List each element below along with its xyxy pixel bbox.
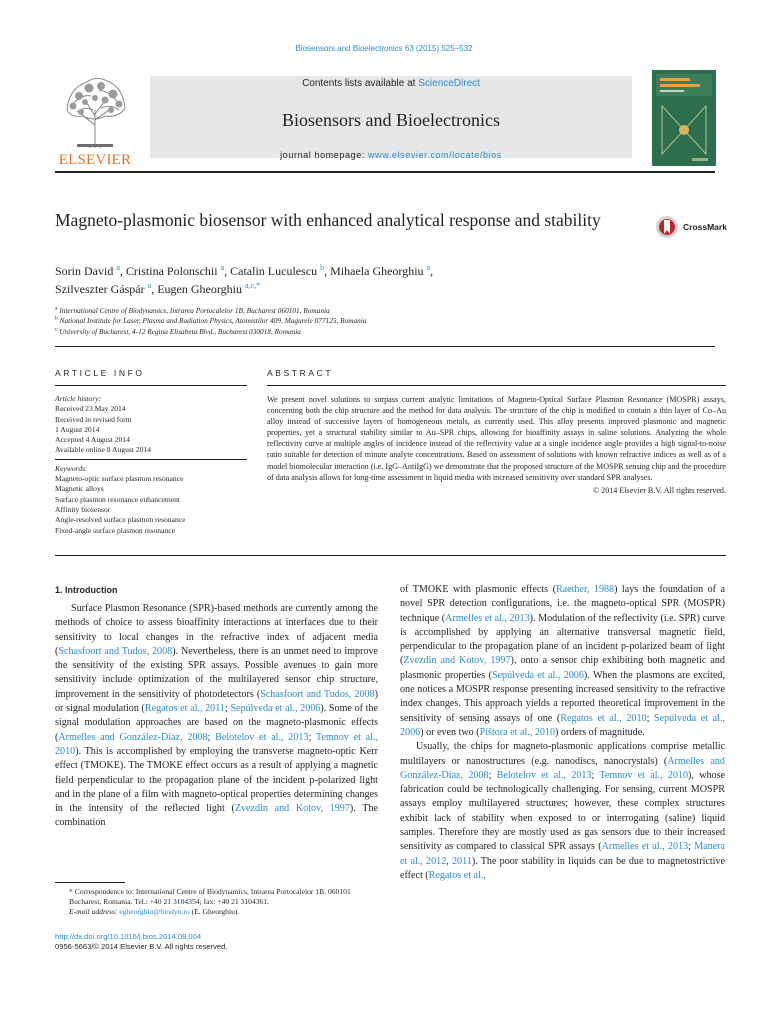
body-column-right [400, 583, 725, 883]
citation-link[interactable]: Armelles et al., 2013 [445, 612, 530, 624]
abstract-heading: ABSTRACT [267, 368, 334, 378]
text-run: ; [207, 731, 216, 743]
contents-line [150, 78, 632, 89]
email-line [55, 907, 378, 917]
elsevier-wordmark: ELSEVIER [58, 152, 132, 168]
text-run: ). Some of the signal modulation approaches are based on the magneto-plasmonic effects ( [55, 703, 379, 743]
author-name: Cristina Polonschii [125, 264, 218, 278]
doi-block [55, 932, 378, 952]
affiliation-text: National Institute for Laser, Plasma and Radiation Physics, Atomistilor 409, Magurele 077125, Romania [59, 316, 367, 326]
homepage-link[interactable]: www.elsevier.com/locate/bios [368, 150, 502, 160]
citation-link[interactable]: Zvezdin and Kotov, 1997 [403, 655, 511, 667]
text-run: ). Nevertheless, there is an unmet need to improve the sensitivity of the existing SPR assays. Possible avenues to gain more sensitivity include optimization of the multilayered sensor chip structure, improvement in the sensitivity of photodetectors ( [55, 645, 378, 700]
keyword: Magnetic alloys [55, 484, 104, 494]
crossmark-badge[interactable] [655, 214, 735, 242]
journal-title: Biosensors and Bioelectronics [282, 110, 500, 130]
author-affiliation-marker[interactable]: a [147, 281, 152, 290]
abstract-bottom-rule [55, 555, 726, 556]
text-run: , [446, 855, 452, 867]
affiliations [55, 306, 715, 337]
text-run: ; [224, 703, 231, 715]
text-run: ) lays the foundation of a novel SPR detection configurations, i.e. the magneto-optical SPR (MOSPR) technique ( [400, 584, 725, 624]
history-item: 1 August 2014 [55, 424, 100, 434]
keyword: Affinity biosensor [55, 504, 111, 514]
text-run: of TMOKE with plasmonic effects ( [400, 584, 556, 595]
abstract [267, 394, 726, 496]
text-run: Usually, the chips for magneto-plasmonic applications comprise metallic multilayers or nanostructures (e.g. nanodiscs, nanocrystals) ( [400, 741, 725, 767]
citation-link[interactable]: 2011 [452, 855, 472, 867]
keyword-list [55, 474, 247, 536]
citation-link[interactable]: Armelles et al., 2013 [601, 841, 689, 853]
text-run: ; [488, 769, 497, 781]
citation-link[interactable]: Temnov et al., 2010 [55, 731, 378, 757]
affiliation-marker: b [55, 315, 58, 322]
text-run: ). This is accomplished by employing the transverse magneto-optic Kerr effect (TMOKE). The TMOKE effect occurs as a result of applying a magnetic field perpendicular to the propagation plane of the incident p-polarized light and in the plane of a film with magneto-optical properties determining changes in the intensity of the reflected light ( [55, 745, 378, 815]
footnote-rule [55, 882, 125, 883]
article-info-rule [55, 385, 247, 386]
doi-link[interactable]: http://dx.doi.org/10.1016/j.bios.2014.08.004 [55, 932, 202, 941]
keyword: Angle-resolved surface plasmon resonance [55, 515, 186, 525]
journal-citation[interactable]: Biosensors and Bioelectronics 63 (2015) 525–532 [295, 44, 473, 53]
citation-link[interactable]: Armelles and González-Díaz, 2008 [400, 755, 725, 781]
citation-link[interactable]: Schasfoort and Tudos, 2008 [260, 688, 375, 700]
correspondence-line [55, 887, 378, 907]
citation-link[interactable]: Belotelov et al., 2013 [215, 731, 309, 743]
article-info-heading: ARTICLE INFO [55, 368, 145, 378]
citation-link[interactable]: Pištora et al., 2010 [479, 726, 556, 738]
paragraph [55, 602, 378, 831]
history-item: Available online 8 August 2014 [55, 445, 152, 455]
journal-cover-image [652, 70, 716, 166]
introduction-heading: 1. Introduction [55, 585, 118, 595]
history-keywords-rule [55, 459, 247, 460]
text-run: ; [591, 769, 600, 781]
affiliation-text: International Centre of Biodynamics, Intrarea Portocalelor 1B, Bucharest 060101, Romania [59, 306, 330, 315]
text-run: ). The poor stability in liquids can be due to magnetostrictive effect ( [400, 855, 726, 881]
text-run: ) or even two ( [420, 726, 480, 738]
abstract-rule [267, 385, 726, 386]
contents-prefix: Contents lists available at [302, 78, 419, 89]
text-run: ), onto a sensor chip exhibiting both magnetic and plasmonic properties ( [400, 655, 725, 681]
citation-link[interactable]: Belotelov et al., 2013 [496, 769, 592, 781]
homepage-line [150, 150, 632, 160]
body-column-left [55, 602, 378, 831]
citation-link[interactable]: Sepúlveda et al., 2006 [230, 703, 321, 715]
affiliation-text: University of Bucharest, 4-12 Regina Elisabeta Blvd., Bucharest 030018, Romania [59, 326, 301, 336]
masthead [55, 70, 715, 166]
elsevier-tree-icon [55, 70, 135, 152]
citation-link[interactable]: Sepúlveda et al., 2006 [400, 712, 726, 738]
affiliation-marker: c [55, 326, 58, 333]
author-affiliation-marker[interactable]: a,c,* [244, 281, 261, 290]
author-list [55, 262, 715, 298]
affiliation-marker: a [55, 305, 58, 312]
author-name: Eugen Gheorghiu [157, 282, 242, 296]
citation-link[interactable]: Regatos et al., [428, 869, 486, 881]
keyword: Fixed-angle surface plasmon resonance [55, 525, 175, 535]
paragraph [400, 740, 725, 883]
author-name: Catalin Luculescu [230, 264, 318, 278]
journal-banner [150, 76, 632, 158]
citation-link[interactable]: Regatos et al., 2011 [144, 703, 225, 715]
paper-title: Magneto-plasmonic biosensor with enhanced analytical response and stability [55, 210, 601, 230]
article-info [55, 394, 247, 536]
text-run: ), whose fabrication could be technologically challenging. For sensing, current MOSPR assays employ multilayered structures; however, these complex structures exhibit lack of stability when exposed to or interrogating (saline) liquid samples. Therefore they are mostly used as gas sensors due to their increased sensitivity as compared to classical SPR assays ( [400, 769, 726, 853]
citation-link[interactable]: Zvezdin and Kotov, 1997 [234, 803, 350, 815]
issn-line: 0956-5663/© 2014 Elsevier B.V. All rights reserved. [55, 942, 228, 952]
text-run: ; [688, 841, 695, 853]
author-name: Sorin David [55, 264, 114, 278]
elsevier-logo[interactable] [55, 70, 135, 166]
citation-link[interactable]: Armelles and González-Díaz, 2008 [58, 731, 208, 743]
author-name: Mihaela Gheorghiu [330, 264, 424, 278]
text-run: ; [646, 712, 655, 724]
keyword: Surface plasmon resonance enhancement [55, 494, 181, 504]
text-run: ) or signal modulation ( [55, 688, 378, 715]
correspondence-text: Correspondence to: International Centre of Biodynamics, Intrarea Portocalelor 1B, 060101 Bucharest, Romania. Tel.: +40 21 3104354; fax: +40 21 3104361. [69, 887, 351, 907]
email-suffix: (E. Gheorghiu). [189, 907, 240, 917]
crossmark-icon [655, 214, 679, 242]
journal-cover-thumbnail[interactable] [652, 70, 716, 166]
author-affiliation-marker[interactable]: a [220, 263, 225, 272]
history-item: Received in revised form [55, 414, 132, 424]
text-run: ). Modulation of the reflectivity (i.e. SPR) curve is accomplished by applying an alternative transversal magnetic field, perpendicular to the propagation plane of an incident p-polarized beam of light ( [400, 612, 726, 667]
citation-link[interactable]: Manera et al., 2012 [400, 841, 726, 867]
history-list [55, 404, 247, 455]
masthead-divider [55, 171, 715, 173]
email-label: E-mail address: [69, 907, 120, 917]
text-run: Surface Plasmon Resonance (SPR)-based methods are currently among the methods of choice to assess bioaffinity interactions at interfaces due to their sensitivity to local changes in the refractive index of adjacent media ( [55, 603, 378, 657]
author-affiliation-marker[interactable]: a [116, 263, 120, 272]
homepage-prefix: journal homepage: [280, 150, 368, 160]
sciencedirect-link[interactable]: ScienceDirect [418, 78, 480, 89]
affiliation [55, 316, 715, 326]
affiliation [55, 327, 715, 337]
history-label: Article history: [55, 394, 102, 403]
text-run: ). The combination [55, 803, 378, 829]
correspondence-footnote [55, 887, 378, 918]
author-affiliation-marker[interactable]: a [426, 263, 431, 272]
history-item: Accepted 4 August 2014 [55, 435, 130, 445]
crossmark-label: CrossMark [683, 222, 727, 232]
citation-link[interactable]: Temnov et al., 2010 [599, 769, 689, 781]
affiliation-divider [55, 346, 715, 347]
history-item: Received 23 May 2014 [55, 404, 126, 414]
footnote-marker: * [69, 887, 73, 896]
author-line: Sorin David $^a$, Cristina Polonschii $^a$, Catalin Luculescu $^b$, Mihaela Gheorghiu $^a$, [55, 263, 434, 278]
text-run: ; [308, 731, 316, 743]
email-link[interactable]: egheorghiu@biodyn.ro [119, 907, 190, 917]
citation-link[interactable]: Raether, 1988 [555, 584, 615, 595]
citation-link[interactable]: Regatos et al., 2010 [560, 712, 647, 724]
citation-link[interactable]: Schasfoort and Tudos, 2008 [58, 645, 173, 657]
citation-link[interactable]: Sepúlveda et al., 2006 [491, 669, 584, 681]
author-line: Szilveszter Gáspár $^a$, Eugen Gheorghiu $^{a,c,*}$ [55, 281, 261, 296]
text-run: ). When the plasmons are excited, one notices a MOSPR response presenting increased sensitivity to the refractive index changes. This approach yields a reported theoretical improvement in the sensitivity of sensing assays of one ( [400, 669, 725, 724]
author-name: Szilveszter Gáspár [55, 282, 145, 296]
keywords-label: Keywords: [55, 463, 88, 473]
paragraph [400, 583, 725, 740]
abstract-text: We present novel solutions to surpass current analytic limitations of Magneto-Optical Surface Plasmon Resonance (MOSPR) assays, concerning both the chip structure and the method for data analysis. The structure of the chip is modified to contain a thin layer of Co–Au alloy instead of successive layers of homogeneous metals, as currently used. This alloy presents improved plasmonic and magnetic properties, yet a structural stability similar to Au–SPR chips, allowing for bioaffinity assays in saline solutions. Analyzing the whole reflectivity curve at multiple angles of incidence instead of the reflectivity value at a single incidence angle provides a high signal-to-noise ratio suitable for detection of minute analyte concentrations. Based on assessment of solutions with known refractive indices as well as of a model biomolecular interaction (i.e. IgG–AntiIgG) we demonstrate that the proposed structure of the MOSPR sensing chip and the procedure of data analysis allows for long-time assessment in liquid media with increased sensitivity over standard SPR analyses. [267, 395, 726, 482]
keyword: Magneto-optic surface plasmon resonance [55, 474, 184, 484]
text-run: ) orders of magnitude. [555, 726, 645, 738]
copyright-notice: © 2014 Elsevier B.V. All rights reserved. [592, 485, 726, 495]
author-affiliation-marker[interactable]: b [320, 263, 325, 272]
affiliation [55, 306, 715, 316]
